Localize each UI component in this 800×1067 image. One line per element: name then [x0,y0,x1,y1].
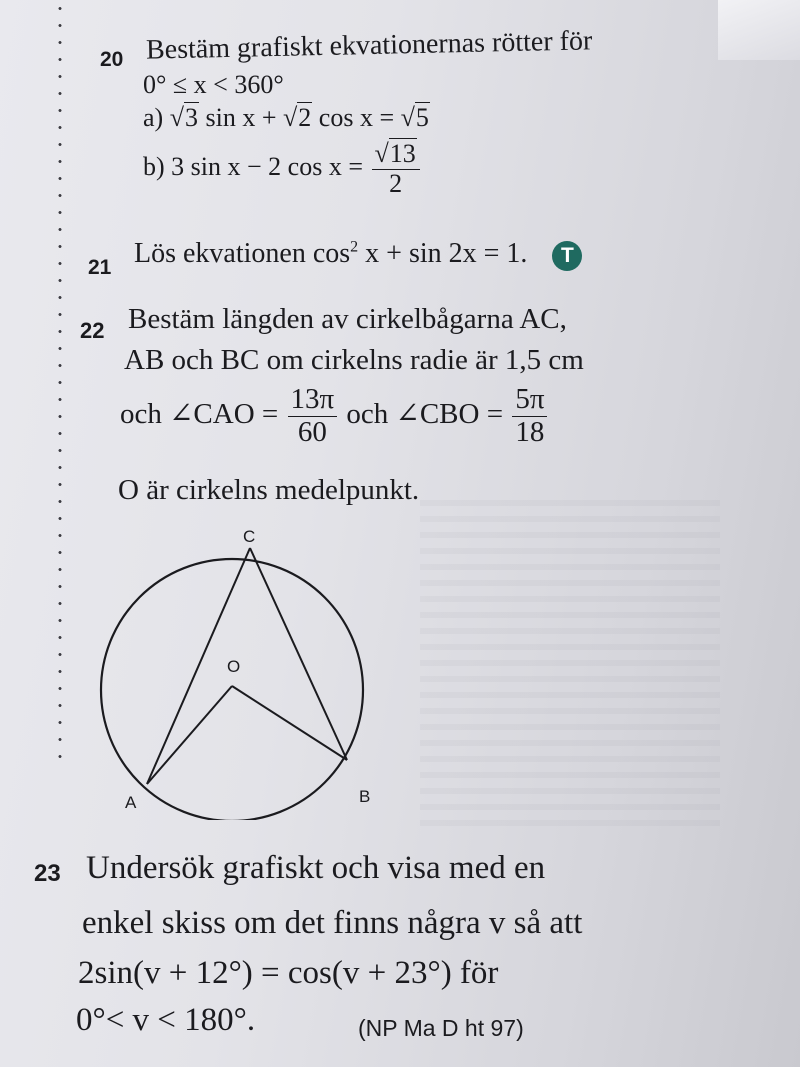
problem-text: 0°< v < 180°. [76,1002,256,1038]
problem-number: 22 [80,318,105,343]
circle-diagram [95,520,395,820]
problem-text: AB och BC om cirkelns radie är 1,5 cm [124,344,584,376]
fraction: $\frac{13\pi}{60}$ [288,384,338,449]
problem-text: O är cirkelns medelpunkt. [118,474,420,506]
page-corner [718,0,800,60]
fraction: $\frac{√13}{2}$ [372,140,420,198]
label-a: A [125,793,137,812]
label-c: C [243,527,256,546]
sqrt: √3 [169,103,198,132]
sqrt: √2 [283,103,312,132]
label-o: O [227,657,241,676]
problem-number: 21 [88,256,112,279]
sqrt: √5 [400,103,429,132]
label-b: B [359,787,371,806]
subproblem-b: b) 3 sin x − 2 cos x = $\frac{√13}{2}$ [143,140,422,198]
problem-text: 2sin(v + 12°) = cos(v + 23°) för [78,955,499,991]
problem-number: 23 [34,860,61,887]
problem-text: Bestäm grafiskt ekvationernas rötter för [145,25,593,66]
problem-number: 20 [100,48,124,71]
problem-text: Bestäm längden av cirkelbågarna AC, [128,303,567,335]
problem-range: 0° ≤ x < 360° [143,70,284,99]
circle [101,559,363,820]
t-badge-icon: T [552,241,582,271]
page-bleed-through [420,500,720,830]
angle-line: och ∠CAO = $\frac{13\pi}{60}$ och ∠CBO = $\frac{5\pi}{18}$ [120,384,549,449]
problem-text: enkel skiss om det finns några v så att [82,905,583,941]
subproblem-a: a) √3 sin x + √2 cos x = √5 [143,103,429,132]
fraction: $\frac{5\pi}{18}$ [512,384,547,449]
segment-ao [147,686,232,784]
dotted-margin [56,0,64,760]
problem-text: Lös ekvationen $\cos^2 x + \sin 2x = 1$. T [134,238,582,271]
source-reference: (NP Ma D ht 97) [358,1015,524,1041]
problem-text: Undersök grafiskt och visa med en [86,850,546,886]
